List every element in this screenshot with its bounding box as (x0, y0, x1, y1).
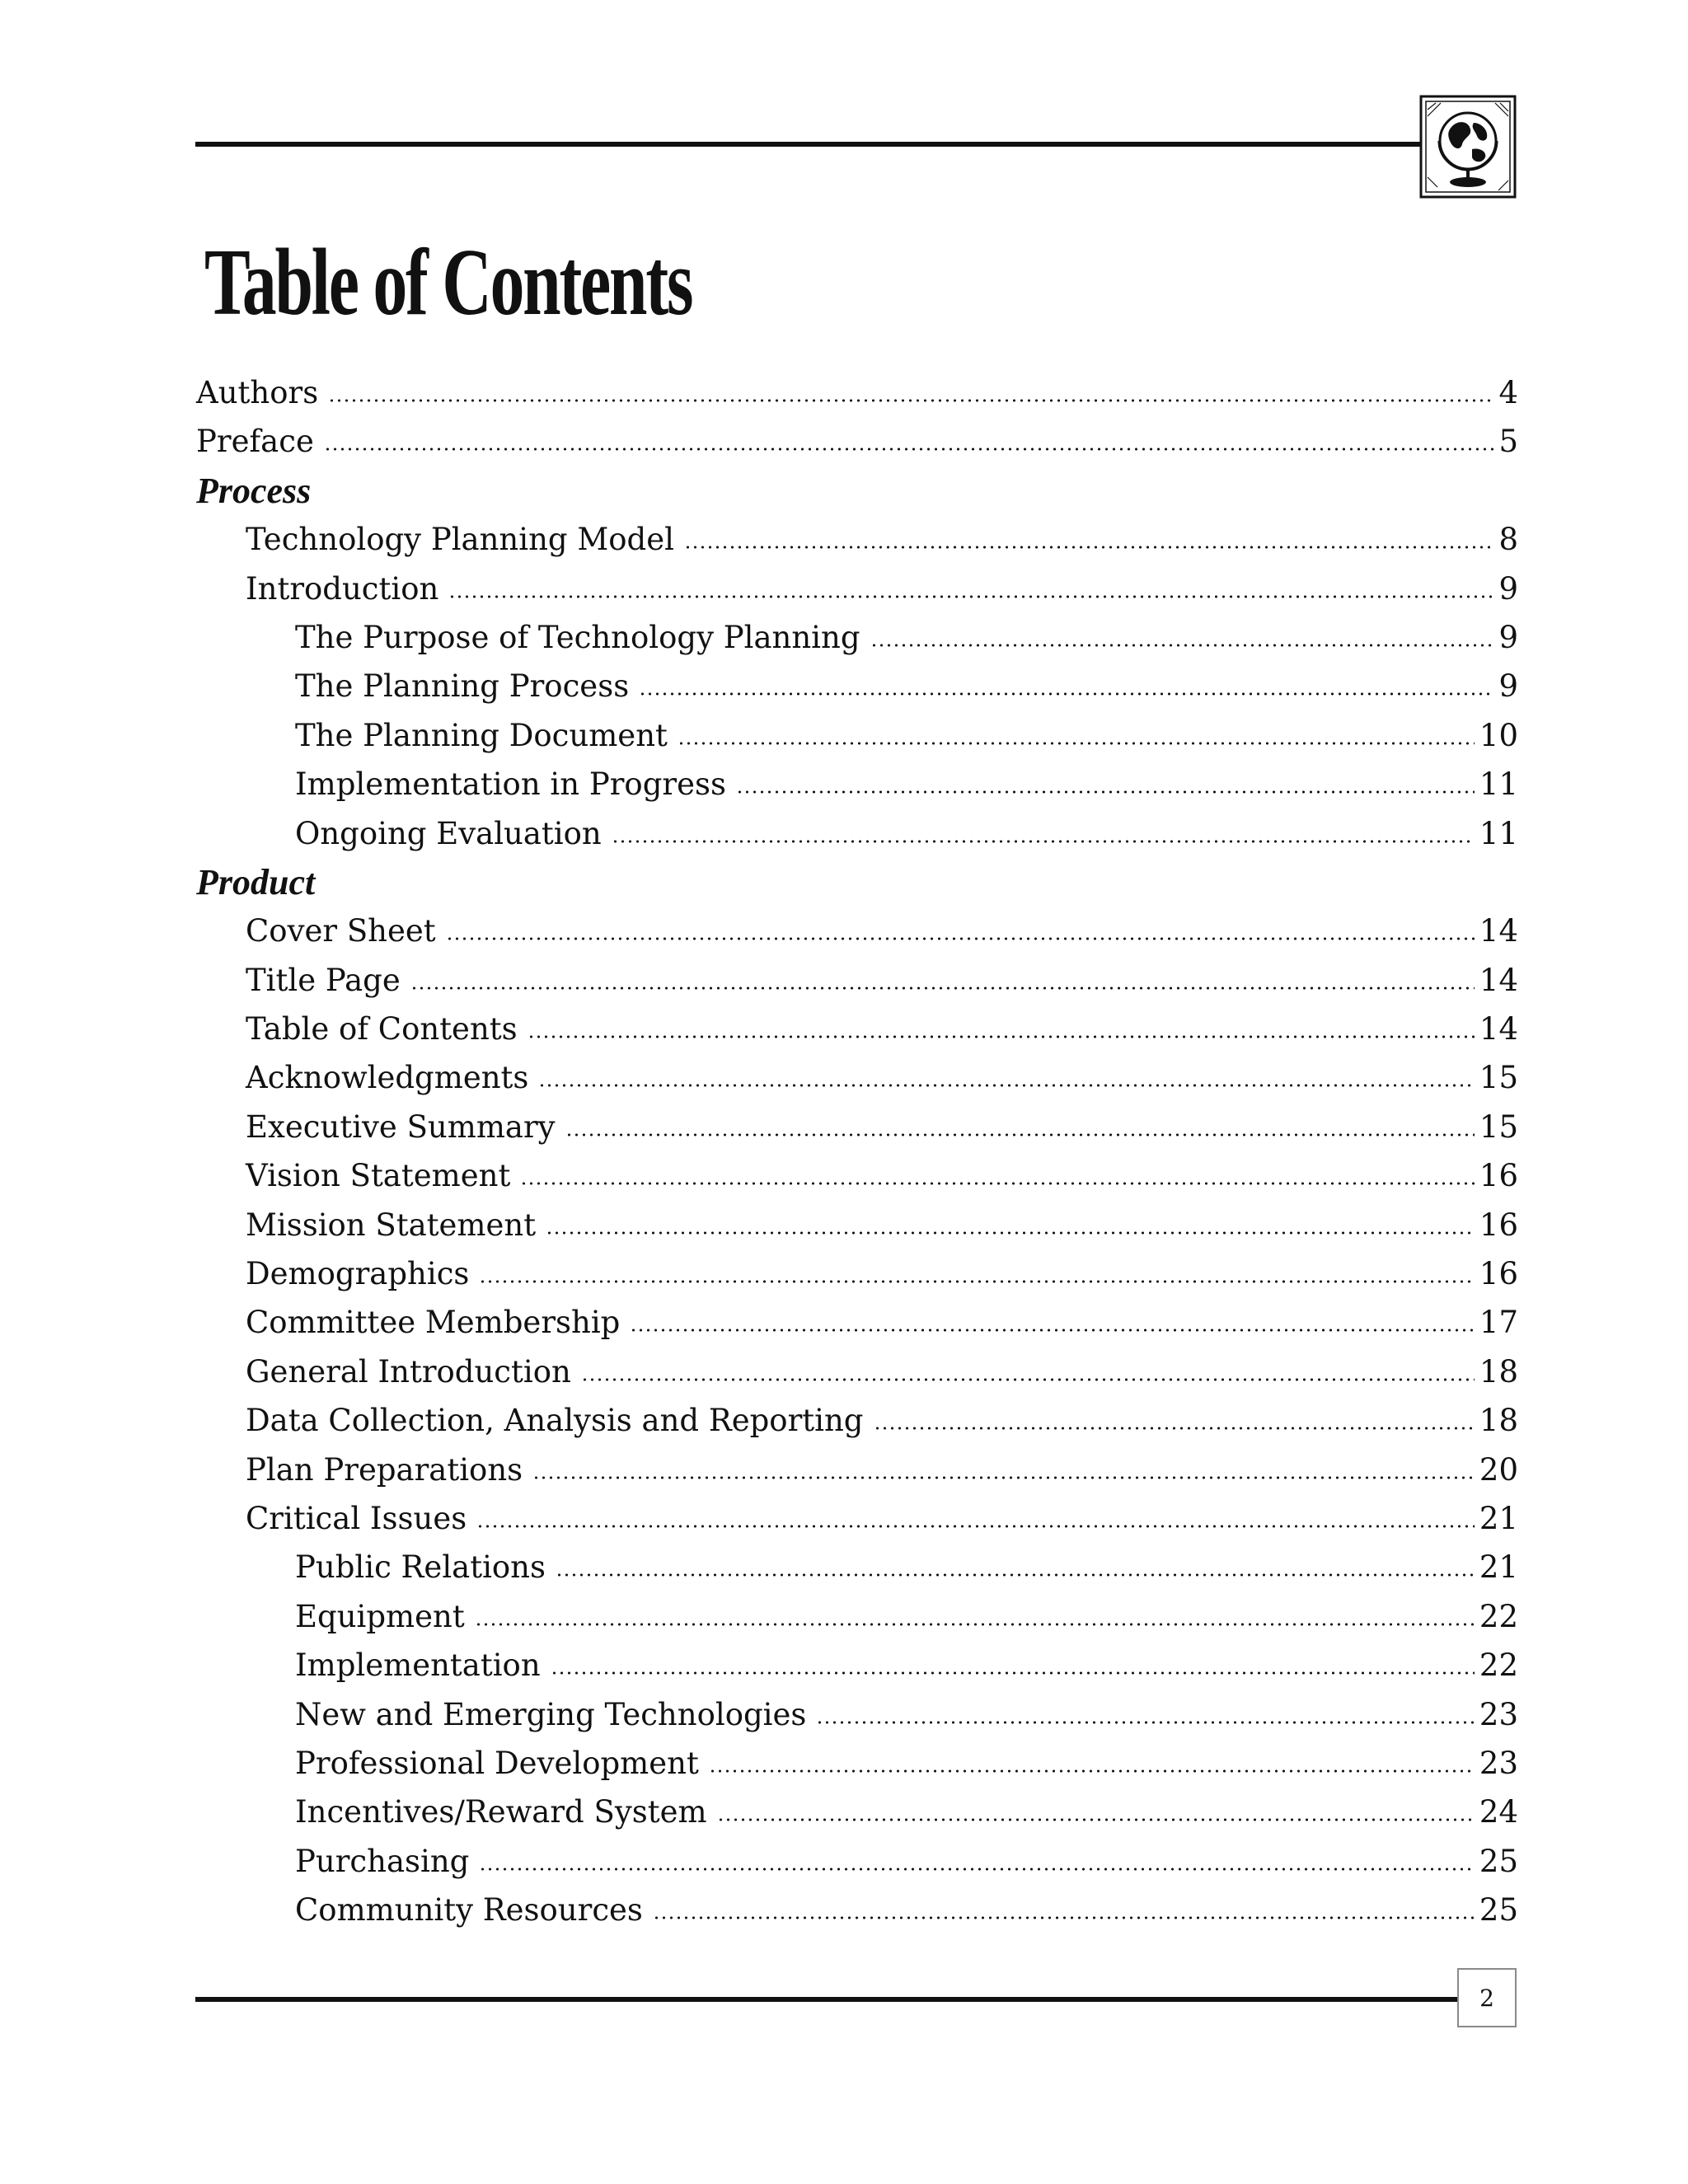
toc-entry-page-number: 18 (1479, 1353, 1518, 1390)
dot-leader (446, 936, 1475, 941)
toc-entry-label: Professional Development (295, 1745, 699, 1781)
toc-entry-label: Equipment (295, 1598, 465, 1634)
toc-entry-label: The Planning Process (295, 668, 630, 705)
toc-entry-label: Ongoing Evaluation (295, 815, 602, 851)
toc-entry-label: Acknowledgments (246, 1060, 529, 1096)
toc-entry-label: Purchasing (295, 1843, 470, 1879)
toc-entry-page-number: 23 (1479, 1696, 1518, 1732)
header-rule (195, 142, 1423, 147)
toc-entry-label: Mission Statement (246, 1207, 537, 1243)
toc-entry-label: Plan Preparations (246, 1451, 523, 1488)
dot-leader (328, 398, 1493, 403)
toc-entry-label: Preface (196, 424, 314, 460)
toc-entry-page-number: 16 (1479, 1256, 1518, 1292)
dot-leader (630, 1328, 1475, 1333)
toc-entry-page-number: 24 (1479, 1794, 1518, 1830)
toc-entry-page-number: 11 (1479, 766, 1518, 803)
toc-entry-page-number: 8 (1498, 522, 1518, 558)
toc-entry[interactable] (196, 1837, 1518, 1886)
toc-entry-page-number: 11 (1479, 815, 1518, 851)
dot-leader (479, 1867, 1475, 1872)
toc-entry-page-number: 22 (1479, 1598, 1518, 1634)
toc-entry-label: Table of Contents (246, 1011, 518, 1047)
toc-entry-label: Vision Statement (246, 1158, 511, 1194)
dot-leader (538, 1083, 1475, 1088)
toc-entry-page-number: 21 (1479, 1500, 1518, 1536)
dot-leader (678, 741, 1475, 746)
toc-entry-page-number: 14 (1479, 913, 1518, 949)
toc-entry[interactable] (196, 1886, 1518, 1934)
dot-leader (476, 1524, 1475, 1529)
dot-leader (709, 1769, 1475, 1774)
toc-entry[interactable] (196, 711, 1518, 760)
toc-entry-page-number: 5 (1498, 424, 1518, 460)
toc-entry-page-number: 9 (1498, 570, 1518, 607)
toc-entry[interactable] (196, 1592, 1518, 1641)
toc-entry-page-number: 16 (1479, 1207, 1518, 1243)
toc-entry-label: Demographics (246, 1256, 470, 1292)
toc-entry[interactable] (196, 809, 1518, 858)
dot-leader (551, 1671, 1475, 1675)
toc-entry[interactable] (196, 1151, 1518, 1200)
toc-entry-page-number: 16 (1479, 1158, 1518, 1194)
dot-leader (520, 1181, 1475, 1186)
toc-entry[interactable] (196, 1396, 1518, 1445)
dot-leader (736, 790, 1475, 794)
dot-leader (816, 1720, 1475, 1725)
toc-entry-label: Public Relations (295, 1549, 546, 1586)
toc-entry[interactable] (196, 1543, 1518, 1591)
dot-leader (717, 1817, 1475, 1822)
toc-entry-label: Implementation in Progress (295, 766, 726, 803)
dot-leader (448, 594, 1493, 599)
dot-leader (528, 1034, 1475, 1039)
toc-entry-page-number: 18 (1479, 1403, 1518, 1439)
toc-entry[interactable] (196, 1690, 1518, 1739)
toc-entry-page-number: 14 (1479, 1011, 1518, 1047)
toc-entry-label: The Planning Document (295, 717, 668, 753)
toc-entry[interactable] (196, 565, 1518, 613)
toc-entry[interactable] (196, 417, 1518, 466)
toc-entry-label: Cover Sheet (246, 913, 436, 949)
toc-entry-label: The Purpose of Technology Planning (295, 619, 860, 655)
toc-entry[interactable] (196, 1201, 1518, 1249)
toc-section-heading: Process (196, 470, 312, 511)
toc-entry[interactable] (196, 1494, 1518, 1543)
page-number: 2 (1457, 1968, 1517, 2027)
toc-entry-page-number: 15 (1479, 1060, 1518, 1096)
toc-entry[interactable] (196, 662, 1518, 710)
toc-entry-label: Implementation (295, 1647, 541, 1684)
dot-leader (684, 545, 1494, 550)
toc-entry-label: General Introduction (246, 1353, 571, 1390)
toc-entry-label: Introduction (246, 570, 439, 607)
toc-entry-page-number: 15 (1479, 1108, 1518, 1145)
toc-entry[interactable] (196, 956, 1518, 1005)
toc-entry[interactable] (196, 1788, 1518, 1836)
dot-leader (324, 447, 1494, 452)
toc-entry-label: Data Collection, Analysis and Reporting (246, 1403, 864, 1439)
toc-entry-label: Title Page (246, 962, 401, 998)
dot-leader (532, 1475, 1475, 1480)
toc-entry[interactable] (196, 1249, 1518, 1298)
toc-entry[interactable] (196, 1103, 1518, 1151)
toc-entry-label: Executive Summary (246, 1108, 556, 1145)
toc-entry-label: Authors (196, 375, 319, 410)
dot-leader (565, 1132, 1475, 1137)
toc-entry-page-number: 17 (1479, 1305, 1518, 1341)
toc-entry-label: Technology Planning Model (246, 522, 674, 558)
toc-entry-page-number: 21 (1479, 1549, 1518, 1586)
toc-entry[interactable] (196, 368, 1518, 417)
toc-entry-label: Community Resources (295, 1892, 643, 1929)
dot-leader (556, 1572, 1475, 1577)
toc-entry-label: Critical Issues (246, 1500, 467, 1536)
table-of-contents (196, 368, 1518, 1935)
toc-section-heading: Product (196, 861, 316, 902)
footer-rule (195, 1997, 1461, 2002)
toc-entry[interactable] (196, 1446, 1518, 1494)
dot-leader (612, 839, 1475, 844)
toc-entry-page-number: 14 (1479, 962, 1518, 998)
toc-entry[interactable] (196, 1298, 1518, 1347)
toc-entry[interactable] (196, 1739, 1518, 1788)
toc-entry-page-number: 9 (1498, 668, 1518, 705)
dot-leader (870, 643, 1494, 648)
toc-entry[interactable] (196, 1053, 1518, 1102)
dot-leader (581, 1377, 1475, 1382)
toc-entry-page-number: 25 (1479, 1843, 1518, 1879)
toc-entry-page-number: 9 (1498, 619, 1518, 655)
toc-entry-page-number: 10 (1479, 717, 1518, 753)
dot-leader (874, 1426, 1475, 1431)
dot-leader (410, 986, 1475, 991)
toc-entry-page-number: 25 (1479, 1892, 1518, 1929)
toc-entry[interactable] (196, 760, 1518, 808)
toc-entry-page-number: 4 (1498, 375, 1518, 410)
globe-icon (1419, 95, 1517, 199)
toc-entry[interactable] (196, 613, 1518, 662)
toc-entry[interactable] (196, 515, 1518, 564)
dot-leader (653, 1915, 1475, 1920)
toc-entry[interactable] (196, 907, 1518, 955)
toc-entry-label: New and Emerging Technologies (295, 1696, 807, 1732)
toc-entry[interactable] (196, 1347, 1518, 1396)
page-title: Table of Contents (204, 230, 692, 335)
dot-leader (546, 1230, 1475, 1235)
toc-entry-label: Committee Membership (246, 1305, 621, 1341)
toc-entry[interactable] (196, 1005, 1518, 1053)
dot-leader (479, 1279, 1474, 1284)
toc-entry[interactable] (196, 1641, 1518, 1690)
dot-leader (639, 691, 1493, 696)
toc-entry-page-number: 20 (1479, 1451, 1518, 1488)
dot-leader (475, 1622, 1475, 1627)
toc-entry-page-number: 22 (1479, 1647, 1518, 1684)
toc-entry-label: Incentives/Reward System (295, 1794, 707, 1830)
toc-entry-page-number: 23 (1479, 1745, 1518, 1781)
